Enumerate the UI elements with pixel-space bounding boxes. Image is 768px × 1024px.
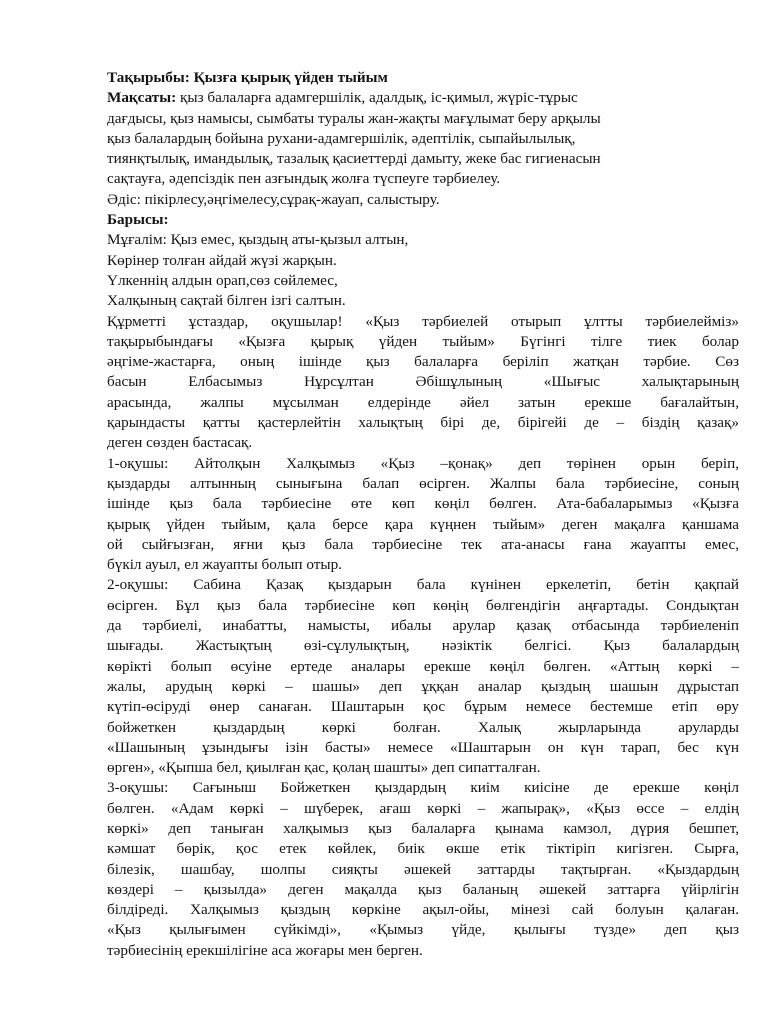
text-line <box>107 68 739 88</box>
line-text: кәмшат бөрік, қос етек көйлек, биік өкше етік тіктіріп кигізген. Сырға, <box>107 840 739 858</box>
text-line <box>107 839 739 859</box>
line-text: қыз балаларға адамгершілік, адалдық, іс-қимыл, жүріс-тұрыс <box>176 89 578 107</box>
text-line <box>107 535 739 555</box>
line-text: Халқының сақтай білген ізгі салтын. <box>107 292 346 310</box>
line-text: дағдысы, қыз намысы, сымбаты туралы жан-жақты мағұлымат беру арқылы <box>107 109 601 127</box>
text-line <box>107 88 739 108</box>
text-line <box>107 271 739 291</box>
text-line <box>107 230 739 250</box>
line-text: «Қыз қылығымен сүйкімді», «Қымыз үйде, қылығы түзде» деп қыз <box>107 921 739 939</box>
text-line <box>107 819 739 839</box>
line-text: сақтауға, әдепсіздік пен азғындық жолға түспеуге тәрбиелеу. <box>107 170 501 188</box>
line-text: «Шашының ұзындығы ізін басты» немесе «Шаштарын он күн тарап, бес күн <box>107 738 739 756</box>
text-line <box>107 799 739 819</box>
line-text: ішінде қыз бала тәрбиесіне өте көп көңіл бөлген. Ата-бабаларымыз «Қызға <box>107 495 739 513</box>
line-text: көркі» деп таныған халқымыз қыз балаларға қынама камзол, дүрия бешпет, <box>107 819 739 837</box>
line-text: Әдіс: пікірлесу,әңгімелесу,сұрақ-жауап, салыстыру. <box>107 190 440 208</box>
line-text: өсірген. Бұл қыз бала тәрбиесіне көп көңің бөлгендігін аңғартады. Сондықтан <box>107 596 739 614</box>
line-text: Мұғалім: Қыз емес, қыздың аты-қызыл алтын, <box>107 231 409 249</box>
line-text: Құрметті ұстаздар, оқушылар! «Қыз тәрбиелей отырып ұлтты тәрбиелейміз» <box>107 312 739 330</box>
text-line <box>107 860 739 880</box>
text-line <box>107 880 739 900</box>
line-text: тәрбиесінің ерекшілігіне аса жоғары мен берген. <box>107 941 423 959</box>
line-text: арасында, жалпы мұсылман елдерінде әйел затын ерекше бағалайтын, <box>107 393 739 411</box>
line-text: бүкіл ауыл, ел жауапты болып отыр. <box>107 556 342 574</box>
text-line <box>107 900 739 920</box>
text-line <box>107 474 739 494</box>
bold-label: Мақсаты: <box>107 89 177 107</box>
text-line <box>107 372 739 392</box>
line-text: тақырыбындағы «Қызға қырық үйден тыйым» Бүгінгі тілге тиек болар <box>107 332 739 350</box>
line-text: қыз балалардың бойына рухани-адамгершілік, әдептілік, сыпайылылық, <box>107 129 576 147</box>
text-line <box>107 494 739 514</box>
text-line <box>107 210 739 230</box>
line-text: өрген», «Қыпша бел, қиылған қас, қолаң шашты» деп сипатталған. <box>107 759 541 777</box>
line-text: Үлкеннің алдын орап,сөз сөйлемес, <box>107 271 338 289</box>
text-line <box>107 312 739 332</box>
line-text: көрікті болып өсуіне ертеде аналары ерекше көңіл бөлген. «Аттың көркі – <box>107 657 739 675</box>
text-line <box>107 393 739 413</box>
text-line <box>107 190 739 210</box>
line-text: бөлген. «Адам көркі – шүберек, ағаш көркі – жапырақ», «Қыз өссе – елдің <box>107 799 739 817</box>
text-line <box>107 677 739 697</box>
text-line <box>107 109 739 129</box>
text-line <box>107 575 739 595</box>
text-line <box>107 129 739 149</box>
text-line <box>107 454 739 474</box>
line-text: басын Елбасымыз Нұрсұлтан Әбішұлының «Шығыс халықтарының <box>107 373 739 391</box>
line-text: көздері – қызылда» деген мақалда қыз баланың әшекей заттарға үйірлігін <box>107 880 739 898</box>
text-line <box>107 758 739 778</box>
text-line <box>107 413 739 433</box>
text-line <box>107 332 739 352</box>
line-text: білдіреді. Халқымыз қыздың көркіне ақыл-ойы, мінезі сай болуын қалаған. <box>107 901 739 919</box>
text-line <box>107 738 739 758</box>
bold-label: Тақырыбы: Қызға қырық үйден тыйым <box>107 69 388 86</box>
line-text: да тәрбиелі, инабатты, намысты, ибалы арулар қазақ отбасында тәрбиеленіп <box>107 617 739 635</box>
line-text: Көрінер толған айдай жүзі жарқын. <box>107 251 337 269</box>
line-text: қырық үйден тыйым, қала берсе қара күңнен тыйым» деген мақалға қаншама <box>107 515 739 533</box>
line-text: 3-оқушы: Сағыныш Бойжеткен қыздардың киім киісіне де ерекше көңіл <box>107 779 739 797</box>
text-line <box>107 941 739 961</box>
text-line <box>107 920 739 940</box>
line-text: деген сөзден бастасақ. <box>107 434 253 452</box>
line-text: әңгіме-жастарға, оның ішінде қыз балаларға беріліп жатқан тәрбие. Сөз <box>107 353 739 371</box>
bold-label: Барысы: <box>107 211 169 229</box>
text-line <box>107 433 739 453</box>
line-text: қарындасты қатты қастерлейтін халықтың бірі де, бірігейі де – біздің қазақ» <box>107 414 739 432</box>
text-line <box>107 291 739 311</box>
line-text: білезік, шашбау, шолпы сияқты әшекей заттарды тақтырған. «Қыздардың <box>107 860 739 878</box>
text-line <box>107 555 739 575</box>
text-line <box>107 515 739 535</box>
line-text: күтіп-өсіруді өнер санаған. Шаштарын қос бұрым немесе бестемше етіп өру <box>107 698 739 716</box>
text-line <box>107 778 739 798</box>
line-text: жалы, арудың көркі – шашы» деп ұққан аналар қыздың шашын дұрыстап <box>107 677 739 695</box>
document-page <box>107 68 739 961</box>
line-text: ой сыйғызған, яғни қыз бала тәрбиесіне тек ата-анасы ғана жауапты емес, <box>107 535 739 553</box>
text-line <box>107 596 739 616</box>
text-line <box>107 616 739 636</box>
text-line <box>107 251 739 271</box>
text-line <box>107 169 739 189</box>
text-line <box>107 718 739 738</box>
line-text: тиянқтылық, имандылық, тазалық қасиеттерді дамыту, жеке бас гигиенасын <box>107 150 601 168</box>
line-text: қыздарды алтынның сынығына балап өсірген. Жалпы бала тәрбиесіне, соның <box>107 474 739 492</box>
text-line <box>107 657 739 677</box>
text-line <box>107 697 739 717</box>
text-line <box>107 636 739 656</box>
text-line <box>107 352 739 372</box>
text-line <box>107 149 739 169</box>
line-text: шығады. Жастықтың өзі-сұлулықтың, нәзіктік белгісі. Қыз балалардың <box>107 637 739 655</box>
line-text: 1-оқушы: Айтолқын Халқымыз «Қыз –қонақ» деп төрінен орын беріп, <box>107 454 739 472</box>
line-text: 2-оқушы: Сабина Қазақ қыздарын бала күнінен еркелетіп, бетін қақпай <box>107 576 739 594</box>
line-text: бойжеткен қыздардың көркі болған. Халық жырларында аруларды <box>107 718 739 736</box>
